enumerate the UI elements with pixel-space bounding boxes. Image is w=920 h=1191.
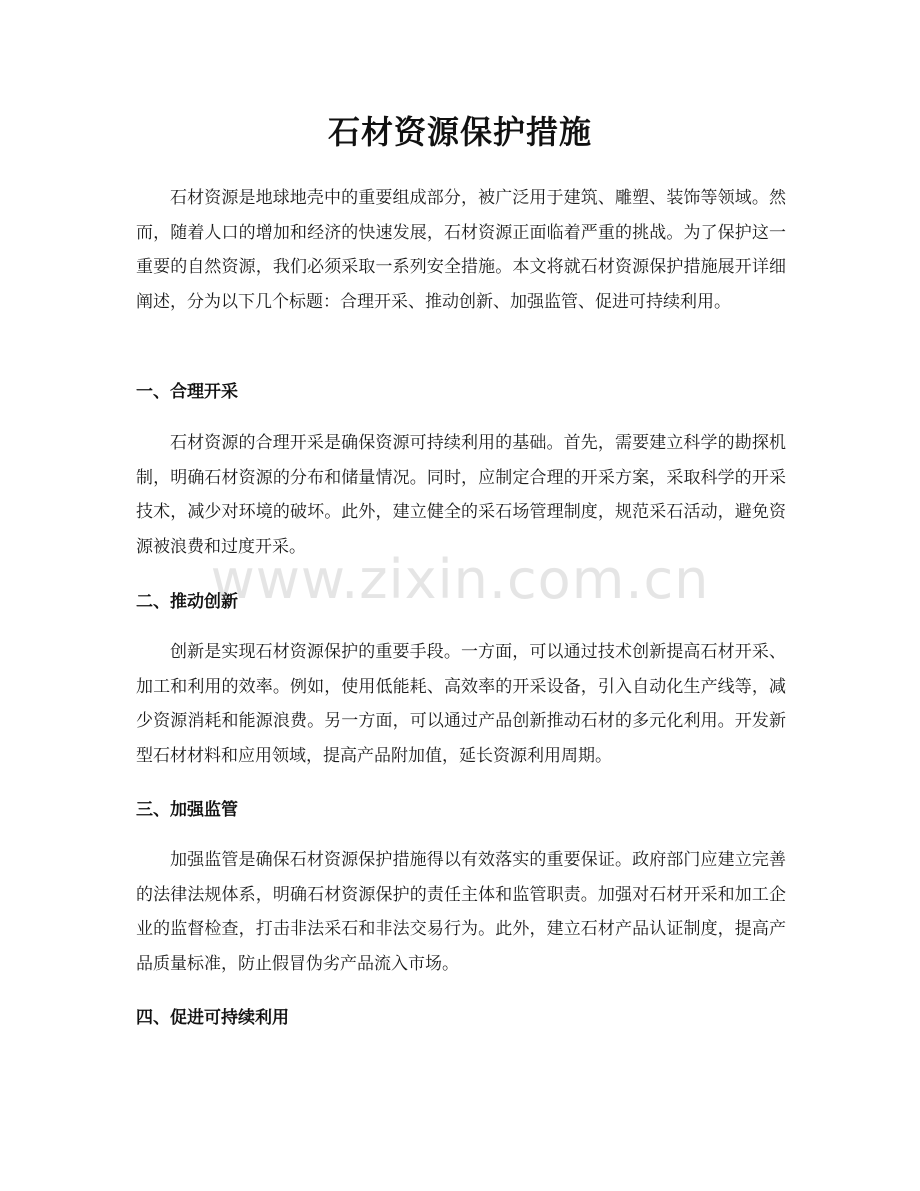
section-heading-4: 四、促进可持续利用 bbox=[136, 1008, 289, 1028]
document-title: 石材资源保护措施 bbox=[327, 113, 592, 151]
intro-paragraph: 石材资源是地球地壳中的重要组成部分，被广泛用于建筑、雕塑、装饰等领域。然而，随着人口的增加和经济的快速发展，石材资源正面临着严重的挑战。为了保护这一重要的自然资源，我们必须采取一系列安全措施。本文将就石材资源保护措施展开详细阐述，分为以下几个标题：合理开采、推动创新、加强监管、促进可持续利用。 bbox=[136, 188, 786, 312]
section-heading-2: 二、推动创新 bbox=[136, 592, 238, 612]
section-heading-3: 三、加强监管 bbox=[136, 800, 238, 820]
section-heading-1: 一、合理开采 bbox=[136, 382, 238, 402]
watermark: www.zixin.com.cn bbox=[210, 548, 710, 611]
section-body-1: 石材资源的合理开采是确保资源可持续利用的基础。首先，需要建立科学的勘探机制，明确石材资源的分布和储量情况。同时，应制定合理的开采方案，采取科学的开采技术，减少对环境的破坏。此外，建立健全的采石场管理制度，规范采石活动，避免资源被浪费和过度开采。 bbox=[136, 433, 786, 557]
section-body-2: 创新是实现石材资源保护的重要手段。一方面，可以通过技术创新提高石材开采、加工和利用的效率。例如，使用低能耗、高效率的开采设备，引入自动化生产线等，减少资源消耗和能源浪费。另一方面，可以通过产品创新推动石材的多元化利用。开发新型石材材料和应用领域，提高产品附加值，延长资源利用周期。 bbox=[136, 642, 786, 766]
section-body-3: 加强监管是确保石材资源保护措施得以有效落实的重要保证。政府部门应建立完善的法律法规体系，明确石材资源保护的责任主体和监管职责。加强对石材开采和加工企业的监督检查，打击非法采石和非法交易行为。此外，建立石材产品认证制度，提高产品质量标准，防止假冒伪劣产品流入市场。 bbox=[136, 850, 786, 974]
